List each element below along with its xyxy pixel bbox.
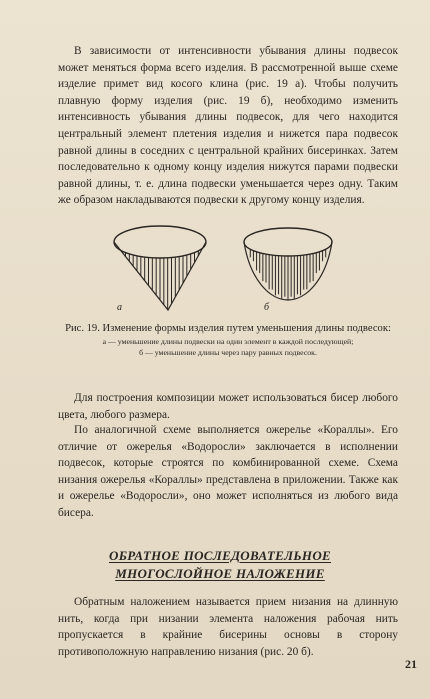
figure-caption xyxy=(58,322,398,358)
caption-note-b: б — уменьшение длины через пару равных подвесок. xyxy=(139,348,317,357)
section-heading-line1: ОБРАТНОЕ ПОСЛЕДОВАТЕЛЬНОЕ xyxy=(109,548,331,563)
caption-note-a: а — уменьшение длины подвески на один элемент в каждой последующей; xyxy=(102,337,354,346)
figure-label-b: б xyxy=(264,302,270,313)
paragraph-overlay: Обратным наложением называется прием низания на длинную нить, когда при низании элемента наложения рабочая нить пропускается в крайние бисерины основы в сторону противоположную направлению низания (рис. 20 б). xyxy=(58,596,398,658)
figure-19-illustration xyxy=(100,220,340,320)
figure-label-a: а xyxy=(117,302,122,313)
paragraph-composition: Для построения композиции может использоваться бисер любого цвета, любого размера. xyxy=(58,392,398,421)
paragraph-corals: По аналогичной схеме выполняется ожерелье «Кораллы». Его отличие от ожерелья «Водоросли» заключается в исполнении подвесок, которые строятся по комбинированной схеме. Схема низания ожерелья «Кораллы» представлена в приложении. Также как и ожерелье «Водоросли», оно может исполняться из любого вида бисера. xyxy=(58,424,398,519)
page-number: 21 xyxy=(405,657,417,671)
figure-b-bowl xyxy=(244,228,332,300)
caption-title: Рис. 19. Изменение формы изделия путем уменьшения длины подвесок: xyxy=(65,323,391,334)
section-heading xyxy=(40,547,400,583)
figure-a-cone xyxy=(114,226,206,310)
paragraph-intro: В зависимости от интенсивности убывания длины подвесок может меняться форма всего изделия. В рассмотренной выше схеме изделие примет вид косого клина (рис. 19 а). Чтобы получить плавную форму изделия (рис. 19 б), необходимо изменить интенсивность убывания длины подвесок, для чего находится центральный элемент плетения изделия и нижется пара подвесок равной длины в соседних с центральной крайних бисеринках. Затем последовательно к одному концу изделия нижутся парами подвески равной длины, т. е. длина подвески уменьшается через одну. Таким же образом накладываются подвески к другому концу изделия. xyxy=(58,45,398,207)
section-heading-line2: МНОГОСЛОЙНОЕ НАЛОЖЕНИЕ xyxy=(115,566,325,581)
